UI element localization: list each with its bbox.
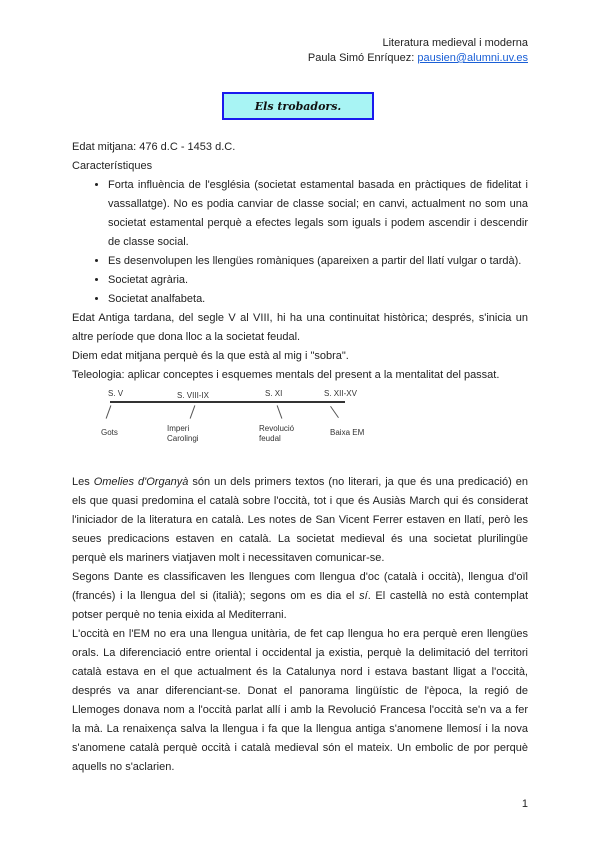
page-number: 1 bbox=[521, 798, 528, 810]
paragraph: Edat Antiga tardana, del segle V al VIII, hi ha una continuitat històrica; després, s'inicia un altre període que dona lloc a la societat feudal. bbox=[72, 312, 528, 343]
text: . El castellà no està contemplat potser perquè no tenia eixida al Mediterrani. bbox=[72, 590, 529, 621]
period-label: S. V bbox=[108, 389, 124, 398]
paragraph: Teleologia: aplicar conceptes i esquemes mentals del present a la mentalitat del passat. bbox=[72, 369, 500, 381]
course-name: Literatura medieval i moderna bbox=[382, 37, 528, 49]
paragraph: L'occità en l'EM no era una llengua unitària, de fet cap llengua ho era perquè eren llengües orals. La diferenciació entre oriental i occidental ja existia, perquè la delimitació del territori català estava en el que actualment és la Catalunya nord i estava bastant lligat a l'occità, després va anar diferenciant-se. Donat el panorama lingüístic de l'època, la regió de Llemoges donava nom a l'occità parlat allí i amb la Revolució Francesa l'occità se'n va a fer la mà. La renaixença salva la llengua i fa que la llengua antiga s'anomene llemosí i la nova s'anomene català perquè occità i català medieval són el mateix. Un embolic de por perquè aquells no s'aclarien. bbox=[72, 628, 528, 773]
paragraph bbox=[72, 568, 528, 625]
work-title: Omelies d'Organyà bbox=[93, 476, 189, 488]
page-header bbox=[308, 36, 528, 66]
text: són un dels primers textos (no literari, ja que és una predicació) en els que quasi predomina el català sobre l'occità, tot i que és Ausiàs March qui és considerat l'iniciador de la literatura en català. Les notes de San Vicent Ferrer estaven en llatí, però les seues predicacions estaven en català. La societat medieval és una societat plurilingüe perquè els mariners viatjaven molt i necessitaven comunicar-se. bbox=[72, 476, 528, 564]
author-name: Paula Simó Enríquez: bbox=[307, 52, 418, 64]
period-label: S. XI bbox=[265, 389, 283, 398]
characteristics-list bbox=[72, 176, 528, 309]
timeline-connector bbox=[106, 405, 112, 418]
paragraph bbox=[72, 473, 528, 568]
period-label: S. XII-XV bbox=[324, 389, 357, 398]
event-label: Gots bbox=[101, 428, 118, 437]
event-label: Baixa EM bbox=[330, 428, 365, 437]
emphasis: sí bbox=[359, 590, 368, 602]
list-item: • Es desenvolupen les llengües romàniques (apareixen a partir del llatí vulgar o tardà). bbox=[108, 252, 528, 271]
event-label: Imperi Carolingi bbox=[167, 424, 199, 443]
period-label: S. VIII-IX bbox=[177, 391, 210, 400]
paragraph: Diem edat mitjana perquè és la que està al mig i "sobra". bbox=[72, 350, 349, 362]
list-item: • Societat analfabeta. bbox=[108, 290, 528, 309]
email-link[interactable]: pausien@alumni.uv.es bbox=[417, 52, 528, 64]
timeline-diagram bbox=[72, 387, 528, 469]
document-body bbox=[72, 138, 528, 777]
list-item: • Forta influència de l'església (societat estamental basada en pràctiques de fidelitat i vassallatge). No es podia canviar de classe social; en canvi, actualment no som una societat estamental perquè a efectes legals som iguals i podem ascendir i descendir de classe social. bbox=[108, 176, 528, 252]
text: Segons Dante es classificaven les llengues com llengua d'oc (català i occità), llengua d'oïl (francés) i la llengua del si (italià); segons om es dia el bbox=[72, 571, 528, 602]
timeline-connector bbox=[330, 406, 339, 418]
document-title: Els trobadors. bbox=[222, 92, 374, 120]
timeline-connector bbox=[277, 405, 283, 418]
list-item: • Societat agrària. bbox=[108, 271, 528, 290]
event-label: Revolució feudal bbox=[259, 424, 295, 443]
timeline-connector bbox=[190, 405, 196, 418]
intro-line: Característiques bbox=[72, 160, 153, 172]
intro-line: Edat mitjana: 476 d.C - 1453 d.C. bbox=[72, 141, 236, 153]
timeline-axis bbox=[110, 401, 345, 403]
text: Les bbox=[72, 476, 94, 488]
